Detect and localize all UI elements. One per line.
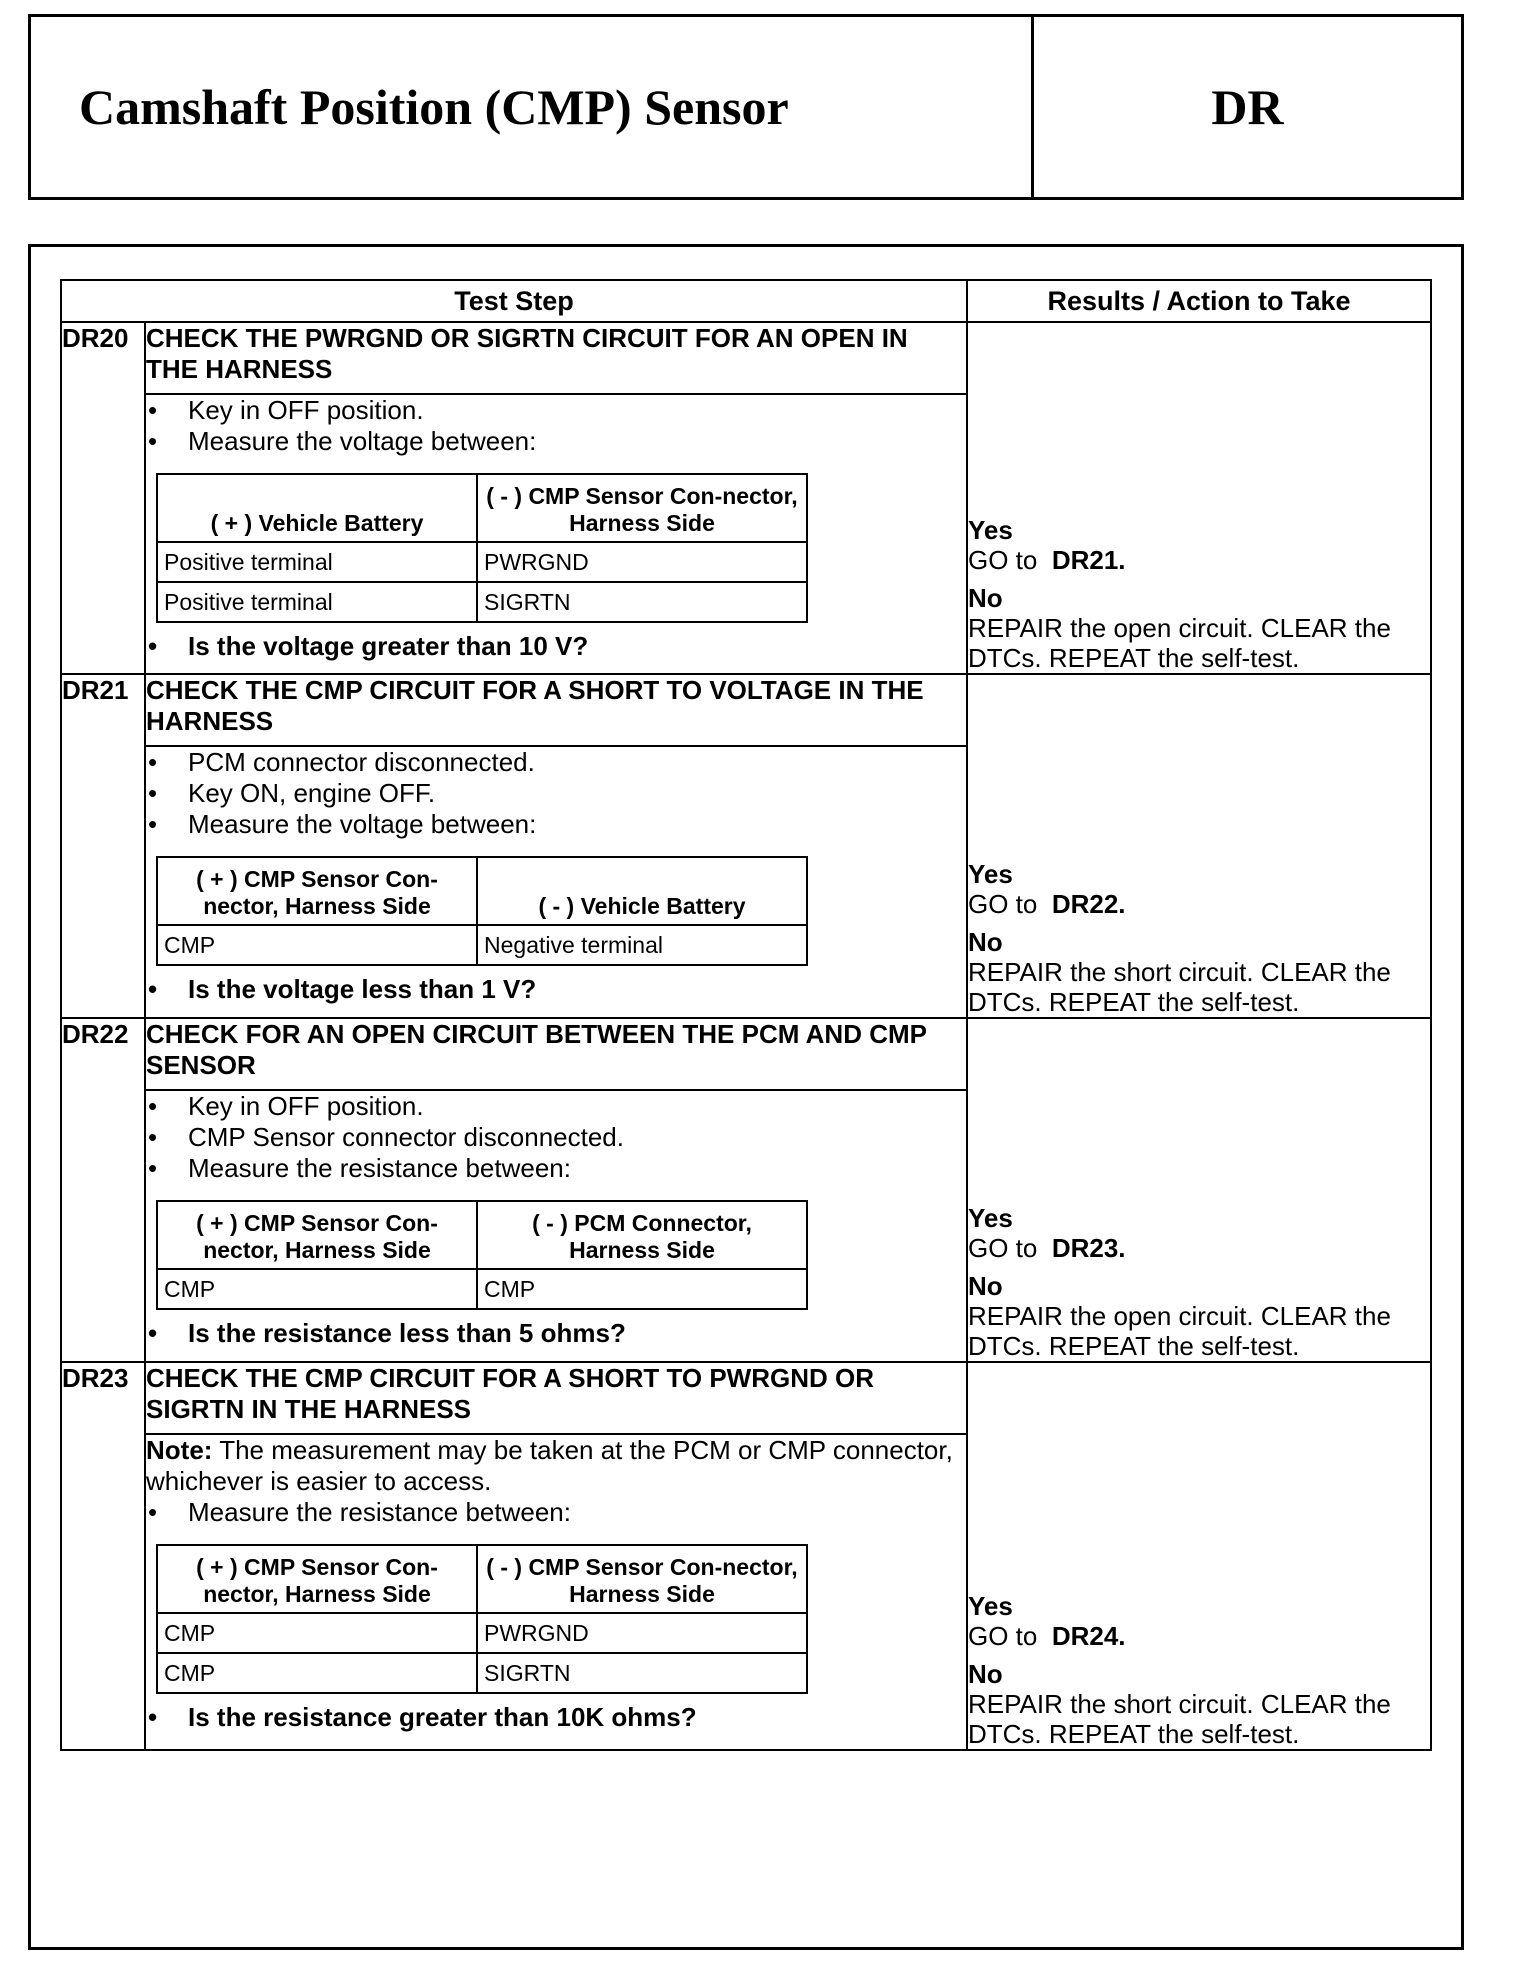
measurement-table xyxy=(156,1544,808,1694)
yes-label: Yes xyxy=(968,1591,1013,1621)
yes-target-step: DR23. xyxy=(1051,1233,1126,1263)
measurement-row xyxy=(157,542,807,582)
page-title: Camshaft Position (CMP) Sensor xyxy=(31,17,1034,197)
no-label: No xyxy=(968,1271,1003,1301)
step-body xyxy=(145,394,967,674)
no-label: No xyxy=(968,1659,1003,1689)
step-bullet: • Key in OFF position. xyxy=(146,395,966,426)
yes-text: GO to xyxy=(968,1233,1038,1263)
diagnostic-table xyxy=(60,279,1432,1751)
negative-header: ( - ) Vehicle Battery xyxy=(477,857,807,925)
no-label: No xyxy=(968,927,1003,957)
step-question-list xyxy=(146,974,966,1005)
step-result xyxy=(967,322,1431,674)
step-bullets xyxy=(146,1497,966,1528)
yes-text: GO to xyxy=(968,545,1038,575)
step-question: • Is the voltage greater than 10 V? xyxy=(146,631,966,662)
step-id: DR23 xyxy=(61,1362,145,1750)
negative-cell: PWRGND xyxy=(477,542,807,582)
step-bullet: • Measure the resistance between: xyxy=(146,1497,966,1528)
negative-cell: Negative terminal xyxy=(477,925,807,965)
step-result xyxy=(967,674,1431,1018)
positive-header: ( + ) CMP Sensor Con-nector, Harness Side xyxy=(157,857,477,925)
step-bullet: • Measure the voltage between: xyxy=(146,809,966,840)
step-question: • Is the resistance less than 5 ohms? xyxy=(146,1318,966,1349)
no-label: No xyxy=(968,583,1003,613)
positive-header: ( + ) Vehicle Battery xyxy=(157,474,477,542)
test-step-header: Test Step xyxy=(61,280,967,322)
step-body xyxy=(145,746,967,1018)
yes-target-step: DR24. xyxy=(1051,1621,1126,1651)
yes-text: GO to xyxy=(968,889,1038,919)
step-title-row xyxy=(61,1018,1431,1090)
results-header: Results / Action to Take xyxy=(967,280,1431,322)
positive-cell: CMP xyxy=(157,1269,477,1309)
yes-label: Yes xyxy=(968,515,1013,545)
negative-header: ( - ) CMP Sensor Con-nector, Harness Side xyxy=(477,474,807,542)
step-title-row xyxy=(61,1362,1431,1434)
step-title-row xyxy=(61,322,1431,394)
step-body xyxy=(145,1434,967,1750)
negative-cell: SIGRTN xyxy=(477,1653,807,1693)
step-question-list xyxy=(146,1318,966,1349)
yes-label: Yes xyxy=(968,1203,1013,1233)
step-title: CHECK THE CMP CIRCUIT FOR A SHORT TO PWRGND OR SIGRTN IN THE HARNESS xyxy=(145,1362,967,1434)
positive-cell: CMP xyxy=(157,1613,477,1653)
positive-cell: Positive terminal xyxy=(157,582,477,622)
step-bullet: • Measure the voltage between: xyxy=(146,426,966,457)
step-question: • Is the resistance greater than 10K ohms? xyxy=(146,1702,966,1733)
yes-action xyxy=(968,1621,1430,1651)
step-title: CHECK FOR AN OPEN CIRCUIT BETWEEN THE PCM AND CMP SENSOR xyxy=(145,1018,967,1090)
measurement-row xyxy=(157,1269,807,1309)
measurement-row xyxy=(157,582,807,622)
yes-label: Yes xyxy=(968,859,1013,889)
measurement-table xyxy=(156,1200,808,1310)
negative-cell: SIGRTN xyxy=(477,582,807,622)
step-bullet: • Measure the resistance between: xyxy=(146,1153,966,1184)
yes-text: GO to xyxy=(968,1621,1038,1651)
no-action: REPAIR the open circuit. CLEAR the DTCs. REPEAT the self-test. xyxy=(968,1301,1391,1361)
positive-cell: CMP xyxy=(157,925,477,965)
page-header xyxy=(28,14,1464,200)
positive-cell: CMP xyxy=(157,1653,477,1693)
positive-header: ( + ) CMP Sensor Con-nector, Harness Side xyxy=(157,1545,477,1613)
step-bullet: • Key in OFF position. xyxy=(146,1091,966,1122)
step-bullets xyxy=(146,1091,966,1184)
note-text: The measurement may be taken at the PCM or CMP connector, whichever is easier to access. xyxy=(146,1435,953,1496)
negative-cell: PWRGND xyxy=(477,1613,807,1653)
step-result xyxy=(967,1362,1431,1750)
section-code: DR xyxy=(1211,79,1284,135)
step-bullets xyxy=(146,395,966,457)
positive-cell: Positive terminal xyxy=(157,542,477,582)
negative-header: ( - ) CMP Sensor Con-nector, Harness Side xyxy=(477,1545,807,1613)
yes-action xyxy=(968,1233,1430,1263)
step-bullet: • Key ON, engine OFF. xyxy=(146,778,966,809)
step-question-list xyxy=(146,1702,966,1733)
step-bullets xyxy=(146,747,966,840)
step-bullet: • PCM connector disconnected. xyxy=(146,747,966,778)
note-label: Note: xyxy=(146,1435,213,1465)
step-title-row xyxy=(61,674,1431,746)
negative-cell: CMP xyxy=(477,1269,807,1309)
step-title: CHECK THE CMP CIRCUIT FOR A SHORT TO VOLTAGE IN THE HARNESS xyxy=(145,674,967,746)
step-result xyxy=(967,1018,1431,1362)
negative-header: ( - ) PCM Connector, Harness Side xyxy=(477,1201,807,1269)
step-question: • Is the voltage less than 1 V? xyxy=(146,974,966,1005)
yes-action xyxy=(968,889,1430,919)
yes-target-step: DR21. xyxy=(1051,545,1126,575)
no-action: REPAIR the short circuit. CLEAR the DTCs. REPEAT the self-test. xyxy=(968,957,1391,1017)
no-action: REPAIR the short circuit. CLEAR the DTCs. REPEAT the self-test. xyxy=(968,1689,1391,1749)
step-body xyxy=(145,1090,967,1362)
step-note xyxy=(146,1435,966,1497)
no-action: REPAIR the open circuit. CLEAR the DTCs. REPEAT the self-test. xyxy=(968,613,1391,673)
step-title: CHECK THE PWRGND OR SIGRTN CIRCUIT FOR AN OPEN IN THE HARNESS xyxy=(145,322,967,394)
yes-target-step: DR22. xyxy=(1051,889,1126,919)
measurement-table xyxy=(156,473,808,623)
yes-action xyxy=(968,545,1430,575)
measurement-row xyxy=(157,1613,807,1653)
positive-header: ( + ) CMP Sensor Con-nector, Harness Side xyxy=(157,1201,477,1269)
step-question-list xyxy=(146,631,966,662)
measurement-row xyxy=(157,925,807,965)
measurement-row xyxy=(157,1653,807,1693)
step-id: DR20 xyxy=(61,322,145,674)
step-id: DR22 xyxy=(61,1018,145,1362)
measurement-table xyxy=(156,856,808,966)
step-id: DR21 xyxy=(61,674,145,1018)
step-bullet: • CMP Sensor connector disconnected. xyxy=(146,1122,966,1153)
